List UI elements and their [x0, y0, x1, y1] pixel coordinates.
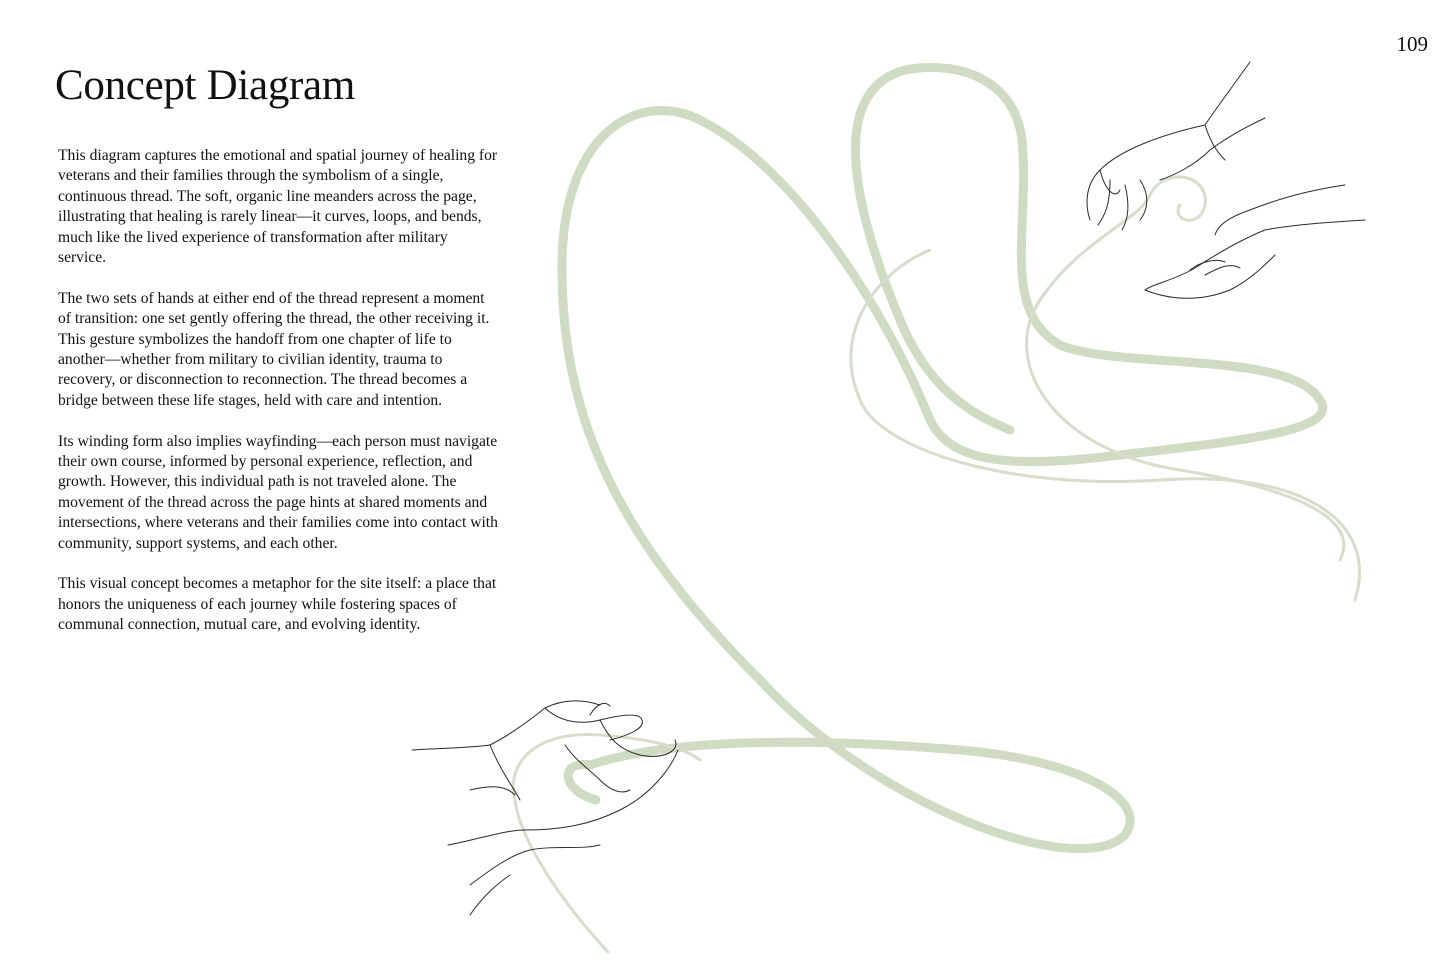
receiving-hands: [412, 701, 678, 915]
paragraph-4: This visual concept becomes a metaphor for the site itself: a place that honors the uniqueness of each journey while fostering spaces of communal connection, mutual care, and evolving identity.: [58, 575, 497, 634]
thread-thin-top: [1027, 177, 1344, 560]
paragraph-3: Its winding form also implies wayfinding—each person must navigate their own course, informed by personal experience, reflection, and growth. However, this individual path is not traveled alone. The movement of the thread across the page hints at shared moments and intersections, where veterans and their families come into contact with community, support systems, and each other.: [58, 432, 498, 552]
page-title: Concept Diagram: [55, 62, 355, 109]
thread-thin-upper: [851, 250, 1360, 600]
paragraph-1: This diagram captures the emotional and spatial journey of healing for veterans and their families through the symbolism of a single, continuous thread. The soft, organic line meanders across the page, illustrating that healing is rarely linear—it curves, loops, and bends, much like the lived experience of transformation after military service.: [58, 147, 498, 267]
giving-hands: [1087, 62, 1365, 298]
page-number: 109: [1396, 32, 1428, 56]
paragraph-2: The two sets of hands at either end of the thread represent a moment of transition: one set gently offering the thread, the other receiving it. This gesture symbolizes the handoff from one chapter of life to another—whether from military to civilian identity, trauma to recovery, or disconnection to reconnection. The thread becomes a bridge between these life stages, held with care and intention.: [58, 289, 490, 409]
thread-thin-lower: [513, 734, 700, 952]
